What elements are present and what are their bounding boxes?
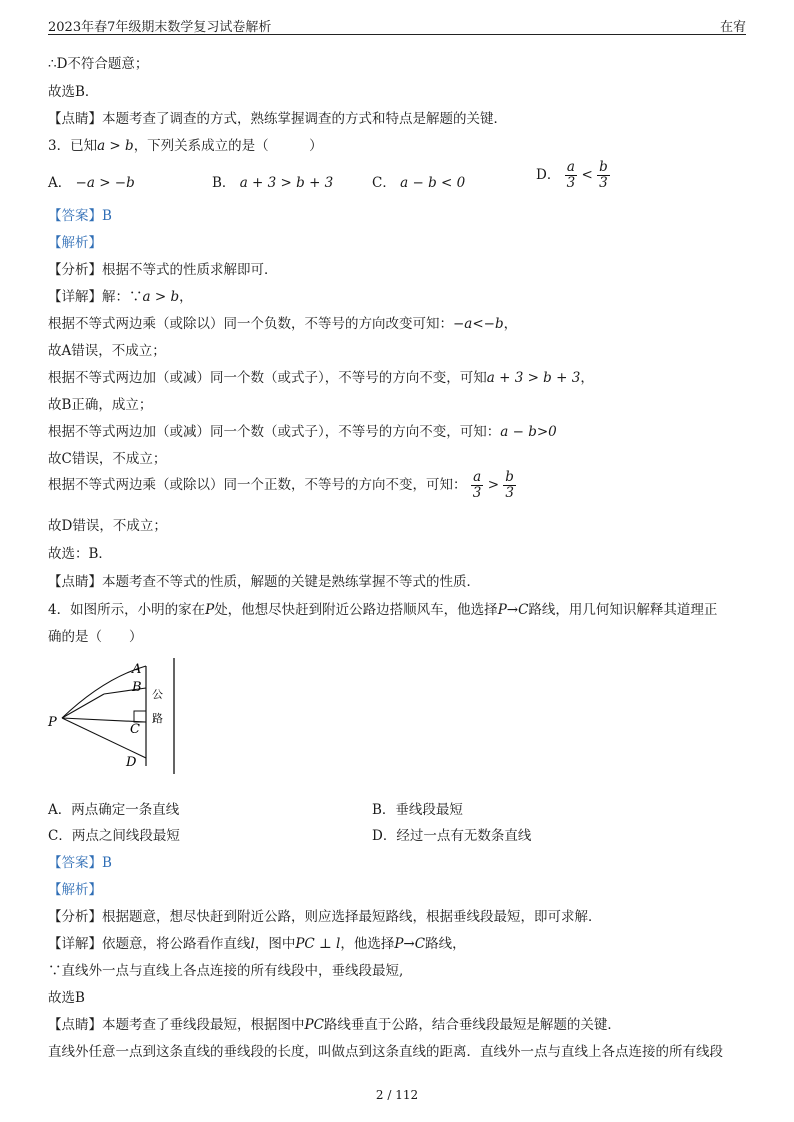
text-line: 【详解】解：∵a > b，: [48, 289, 193, 305]
fraction: $\frac{a}{3}$: [566, 159, 576, 191]
fraction: $\frac{b}{3}$: [599, 159, 608, 191]
text-line: 根据不等式两边乘（或除以）同一个正数，不等号的方向不变，可知： $\frac{a}{3}$ > $\frac{b}{3}$: [48, 469, 514, 501]
option-b: B． a + 3 > b + 3: [212, 175, 334, 191]
header-author: 在宥: [719, 20, 746, 35]
text-line: 根据不等式两边乘（或除以）同一个负数，不等号的方向改变可知：−a<−b，: [48, 316, 518, 332]
page-number: 2 / 112: [375, 1088, 419, 1102]
text-line: 故选：B．: [48, 546, 112, 562]
geometry-figure: [48, 656, 192, 782]
label-b: B: [132, 680, 142, 695]
option-a: A．两点确定一条直线: [48, 802, 180, 818]
fraction: $\frac{b}{3}$: [505, 469, 514, 501]
text-line: 故B正确，成立；: [48, 397, 153, 413]
answer-label: 【答案】B: [48, 855, 112, 871]
text-line: 直线外任意一点到这条直线的垂线段的长度，叫做点到这条直线的距离．直线外一点与直线上各点连接的所有线段: [48, 1044, 723, 1060]
fraction: $\frac{a}{3}$: [472, 469, 482, 501]
text-line: 【点睛】本题考查不等式的性质，解题的关键是熟练掌握不等式的性质．: [48, 574, 480, 590]
text-line: 【分析】根据不等式的性质求解即可．: [48, 262, 278, 278]
option-b: B．垂线段最短: [372, 802, 463, 818]
text-line: 故选B: [48, 990, 85, 1006]
text-line: 【点睛】本题考查了垂线段最短，根据图中PC路线垂直于公路，结合垂线段最短是解题的关键．: [48, 1017, 621, 1033]
option-a: A． −a > −b: [48, 175, 135, 191]
text-line: 【详解】依题意，将公路看作直线l，图中PC ⊥ l，他选择P→C路线，: [48, 936, 466, 952]
header-title: 2023年春7年级期末数学复习试卷解析: [48, 20, 272, 35]
text-line: 确的是（ ）: [48, 629, 143, 645]
label-c: C: [130, 722, 140, 737]
answer-label: 【答案】B: [48, 208, 112, 224]
label-d: D: [126, 755, 137, 770]
option-d: D． $\frac{a}{3}$ < $\frac{b}{3}$: [536, 159, 608, 191]
text-line: 故选B．: [48, 84, 99, 100]
option-d: D．经过一点有无数条直线: [372, 828, 532, 844]
label-p: P: [48, 715, 57, 730]
analysis-label: 【解析】: [48, 882, 102, 898]
text-line: 根据不等式两边加（或减）同一个数（或式子），不等号的方向不变，可知a + 3 > b + 3，: [48, 370, 594, 386]
text-line: 故C错误，不成立；: [48, 451, 167, 467]
question-3-stem: 3．已知a > b，下列关系成立的是（ ）: [48, 138, 323, 154]
label-road-1: 公: [152, 688, 163, 701]
page-header: [48, 14, 746, 35]
label-a: A: [132, 662, 142, 677]
question-4-stem: 4．如图所示，小明的家在P处，他想尽快赶到附近公路边搭顺风车，他选择P→C路线，用几何知识解释其道理正: [48, 602, 718, 618]
text-line: 故D错误，不成立；: [48, 518, 167, 534]
text-line: 【点睛】本题考查了调查的方式，熟练掌握调查的方式和特点是解题的关键．: [48, 111, 507, 127]
analysis-label: 【解析】: [48, 235, 102, 251]
condition: a > b: [97, 138, 134, 154]
text-line: ∵直线外一点与直线上各点连接的所有线段中，垂线段最短,: [48, 963, 404, 979]
right-angle-mark: [134, 711, 146, 722]
text-line: 根据不等式两边加（或减）同一个数（或式子），不等号的方向不变，可知：a − b>0: [48, 424, 557, 440]
text-line: 【分析】根据题意，想尽快赶到附近公路，则应选择最短路线，根据垂线段最短，即可求解．: [48, 909, 602, 925]
text-line: ∴D不符合题意；: [48, 56, 149, 72]
label-road-2: 路: [152, 712, 163, 725]
segment-pb1: [62, 694, 104, 718]
option-c: C．两点之间线段最短: [48, 828, 180, 844]
text-line: 故A错误，不成立；: [48, 343, 166, 359]
option-c: C． a − b < 0: [372, 175, 466, 191]
